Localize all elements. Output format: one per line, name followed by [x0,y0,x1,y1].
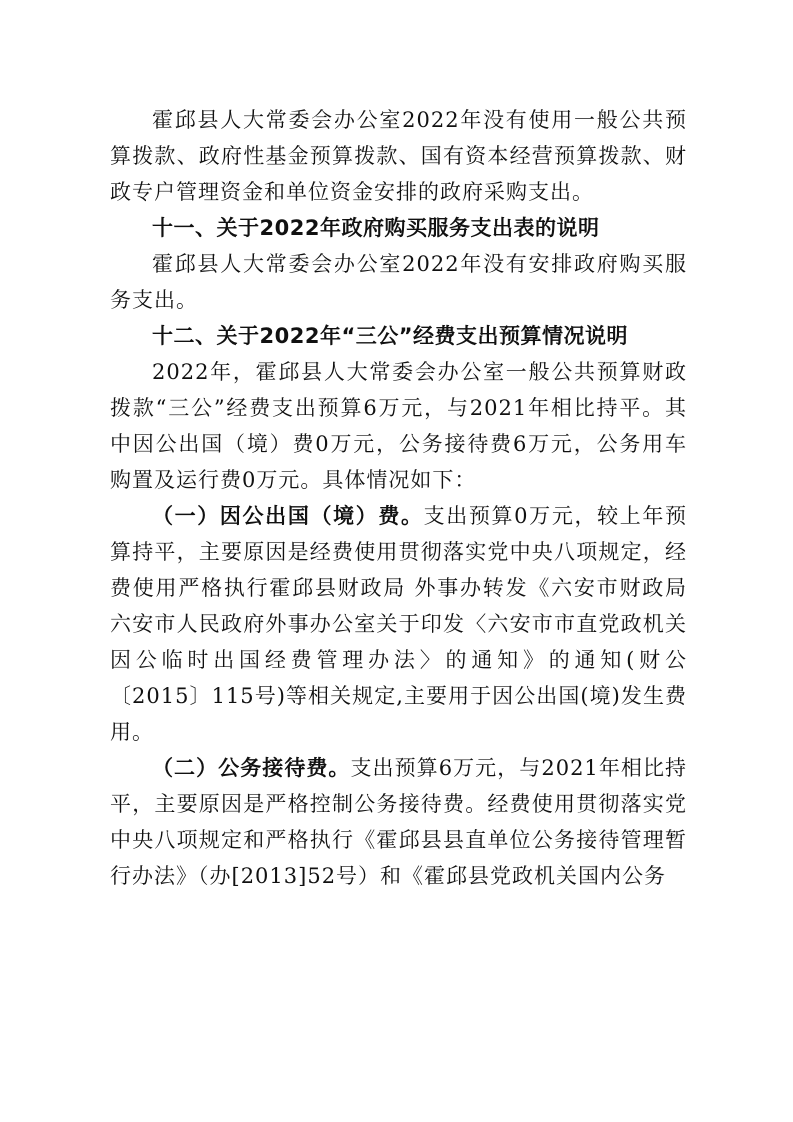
overseas-travel-body: 支出预算0万元，较上年预算持平，主要原因是经费使用贯彻落实党中央八项规定，经费使用严格执行霍邱县财政局 外事办转发《六安市财政局六安市人民政府外事办公室关于印发〈六安市市直党政机关因公临时出国经费管理办法〉的通知》的通知(财公〔2015〕115号)等相关规定,主要用于因公出国(境)发生费用。 [110,504,687,744]
paragraph-procurement: 霍邱县人大常委会办公室2022年没有使用一般公共预算拨款、政府性基金预算拨款、国有资本经营预算拨款、财政专户管理资金和单位资金安排的政府采购支出。 [110,108,687,204]
paragraph-overseas-travel [110,498,687,750]
paragraph-three-public-expenses: 2022年，霍邱县人大常委会办公室一般公共预算财政拨款“三公”经费支出预算6万元，与2021年相比持平。其中因公出国（境）费0万元，公务接待费6万元，公务用车购置及运行费0万元。具体情况如下： [110,360,687,492]
overseas-travel-lead: （一）因公出国（境）费。 [152,504,424,528]
official-reception-lead: （二）公务接待费。 [152,756,351,780]
paragraph-official-reception [110,750,687,894]
paragraph-purchase-services: 霍邱县人大常委会办公室2022年没有安排政府购买服务支出。 [110,252,687,312]
official-reception-body: 支出预算6万元，与2021年相比持平，主要原因是严格控制公务接待费。经费使用贯彻落实党中央八项规定和严格执行《霍邱县县直单位公务接待管理暂行办法》（办[2013]52号）和《霍邱县党政机关国内公务 [110,756,688,888]
heading-section-11: 十一、关于2022年政府购买服务支出表的说明 [152,216,600,240]
heading-section-12: 十二、关于2022年“三公”经费支出预算情况说明 [152,324,629,348]
